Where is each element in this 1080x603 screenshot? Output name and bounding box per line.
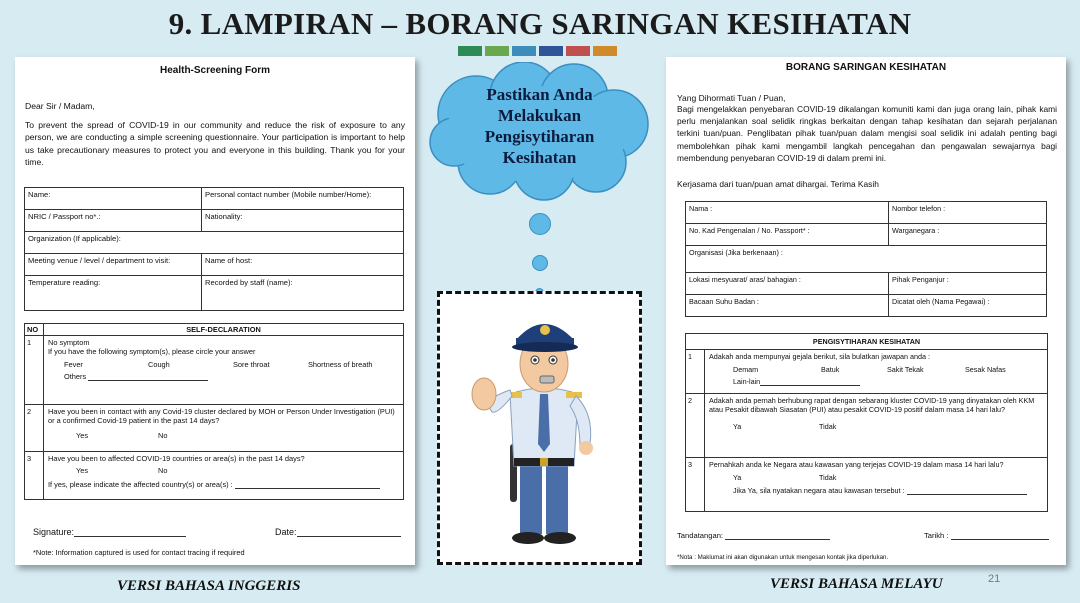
temperature-field[interactable]: Temperature reading: bbox=[25, 276, 202, 311]
col-title-header: SELF-DECLARATION bbox=[186, 325, 261, 334]
swatch-3 bbox=[512, 46, 536, 56]
date-row bbox=[275, 527, 401, 537]
q1-no-symptom[interactable]: No symptom bbox=[48, 338, 90, 347]
q1-text: Adakah anda mempunyai gejala berikut, sila bulatkan jawapan anda : bbox=[709, 352, 930, 361]
symptom-option[interactable]: Shortness of breath bbox=[308, 360, 373, 369]
color-swatch-bar bbox=[458, 46, 617, 56]
slide-title: 9. LAMPIRAN – BORANG SARINGAN KESIHATAN bbox=[168, 6, 912, 41]
yes-option[interactable]: Yes bbox=[76, 466, 89, 475]
date-line[interactable] bbox=[951, 539, 1049, 540]
contact-field[interactable]: Personal contact number (Mobile number/Home): bbox=[202, 188, 404, 210]
q1-number: 1 bbox=[686, 350, 705, 393]
symptom-option[interactable]: Demam bbox=[733, 365, 759, 374]
declaration-title: PENGISYTIHARAN KESIHATAN bbox=[812, 337, 921, 346]
symptom-option[interactable]: Sakit Tekak bbox=[887, 365, 924, 374]
swatch-4 bbox=[539, 46, 563, 56]
form-heading: BORANG SARINGAN KESIHATAN bbox=[785, 62, 947, 73]
security-guard-whistle-icon bbox=[440, 294, 639, 562]
others-input-line[interactable] bbox=[88, 380, 208, 381]
cloud-line: Pastikan Anda bbox=[486, 85, 593, 104]
yes-option[interactable]: Ya bbox=[733, 422, 742, 431]
cloud-line: Pengisytiharan bbox=[484, 127, 595, 146]
signature-label: Signature: bbox=[33, 527, 75, 537]
dicatat-field[interactable]: Dicatat oleh (Nama Pegawai) : bbox=[889, 295, 1047, 317]
q1-instruction: If you have the following symptom(s), please circle your answer bbox=[48, 347, 256, 356]
q2-number: 2 bbox=[686, 394, 705, 457]
swatch-5 bbox=[566, 46, 590, 56]
name-field[interactable]: Name: bbox=[25, 188, 202, 210]
date-row bbox=[924, 531, 1049, 540]
declaration-table bbox=[685, 333, 1048, 512]
nationality-field[interactable]: Nationality: bbox=[202, 210, 404, 232]
q3-number: 3 bbox=[686, 458, 705, 511]
q3-followup: Jika Ya, sila nyatakan negara atau kawasan tersebut : bbox=[733, 486, 905, 495]
thought-bubble-large bbox=[529, 213, 551, 235]
organization-field[interactable]: Organization (If applicable): bbox=[25, 232, 404, 254]
intro-paragraph: To prevent the spread of COVID-19 in our community and reduce the risk of exposure to any person, we are conducting a simple screening questionnaire. Your participation is important to help us take precautionary measures to protect you and everyone in this building. Thank you for your time. bbox=[25, 120, 405, 168]
signature-label: Tandatangan: bbox=[677, 531, 724, 540]
english-health-screening-form bbox=[15, 57, 415, 565]
greeting: Dear Sir / Madam, bbox=[25, 101, 95, 111]
yes-option[interactable]: Ya bbox=[733, 473, 742, 482]
venue-field[interactable]: Meeting venue / level / department to visit: bbox=[25, 254, 202, 276]
organisasi-field[interactable]: Organisasi (Jika berkenaan) : bbox=[686, 246, 1047, 273]
visitor-details-table bbox=[685, 201, 1047, 317]
ic-field[interactable]: No. Kad Pengenalan / No. Passport* : bbox=[686, 224, 889, 246]
country-input-line[interactable] bbox=[235, 488, 380, 489]
question-row-2 bbox=[686, 394, 1047, 458]
warganegara-field[interactable]: Warganegara : bbox=[889, 224, 1047, 246]
nama-field[interactable]: Nama : bbox=[686, 202, 889, 224]
intro-paragraph: Bagi mengelakkan penyebaran COVID-19 dikalangan komuniti kami dan juga orang lain, pihak kami perlu menjalankan soal selidik ringkas berkaitan dengan tahap kesihatan dan sejarah perjalanan terkini tuan/puan. Penglibatan pihak tuan/puan dalam mengisi soal selidik ini adalah penting bagi membolehkan pihak kami mengambil langkah pencegahan dan pengawalan sewajarnya bagi membendung penyebaran COVID-19 di dalam premi ini. bbox=[677, 104, 1057, 163]
signature-line[interactable] bbox=[725, 539, 830, 540]
guard-illustration-frame bbox=[437, 291, 642, 565]
q3-number: 3 bbox=[25, 452, 44, 499]
yes-option[interactable]: Yes bbox=[76, 431, 89, 440]
visitor-details-table bbox=[24, 187, 404, 311]
no-option[interactable]: No bbox=[158, 431, 168, 440]
symptom-option[interactable]: Batuk bbox=[821, 365, 840, 374]
host-field[interactable]: Name of host: bbox=[202, 254, 404, 276]
page-number: 21 bbox=[988, 573, 1001, 585]
q3-text: Have you been to affected COVID-19 countries or area(s) in the past 14 days? bbox=[48, 454, 305, 463]
symptom-option[interactable]: Fever bbox=[64, 360, 83, 369]
q2-text: Have you been in contact with any Covid-19 cluster declared by MOH or Person Under Investigation (PUI) or a confirmed Covid-19 patient in the past 14 days? bbox=[48, 407, 395, 425]
q3-text: Pernahkah anda ke Negara atau kawasan yang terjejas COVID-19 dalam masa 14 hari lalu? bbox=[709, 460, 1004, 469]
footnote: *Nota : Maklumat ini akan digunakan untuk mengesan kontak jika diperlukan. bbox=[677, 554, 889, 561]
form-heading: Health-Screening Form bbox=[159, 65, 271, 76]
q1-number: 1 bbox=[25, 336, 44, 404]
date-label: Tarikh : bbox=[924, 531, 949, 540]
symptom-option[interactable]: Sesak Nafas bbox=[965, 365, 1006, 374]
question-row-3 bbox=[25, 452, 403, 499]
signature-row bbox=[33, 527, 186, 537]
thought-bubble-medium bbox=[532, 255, 548, 271]
question-row-2 bbox=[25, 405, 403, 452]
suhu-field[interactable]: Bacaan Suhu Badan : bbox=[686, 295, 889, 317]
signature-row bbox=[677, 531, 830, 540]
telefon-field[interactable]: Nombor telefon : bbox=[889, 202, 1047, 224]
thanks-line: Kerjasama dari tuan/puan amat dihargai. Terima Kasih bbox=[677, 179, 879, 189]
question-row-1 bbox=[686, 350, 1047, 394]
penganjur-field[interactable]: Pihak Penganjur : bbox=[889, 273, 1047, 295]
recorded-by-field[interactable]: Recorded by staff (name): bbox=[202, 276, 404, 311]
cloud-message bbox=[452, 84, 627, 168]
q2-text: Adakah anda pernah berhubung rapat dengan sebarang kluster COVID-19 yang dinyatakan oleh KKM atau Pesakit dibawah Siasatan (PUI) atau pesakit COVID-19 positif dalam masa 14 hari lalu? bbox=[709, 396, 1035, 414]
others-label: Others bbox=[64, 372, 87, 381]
nric-field[interactable]: NRIC / Passport no*.: bbox=[25, 210, 202, 232]
date-label: Date: bbox=[275, 527, 297, 537]
footnote: *Note: Information captured is used for contact tracing if required bbox=[33, 548, 245, 557]
symptom-option[interactable]: Sore throat bbox=[233, 360, 270, 369]
others-input-line[interactable] bbox=[760, 385, 860, 386]
cloud-line: Kesihatan bbox=[502, 148, 577, 167]
signature-line[interactable] bbox=[74, 536, 186, 537]
cloud-line: Melakukan bbox=[497, 106, 582, 125]
swatch-2 bbox=[485, 46, 509, 56]
q2-number: 2 bbox=[25, 405, 44, 451]
malay-health-screening-form bbox=[666, 57, 1066, 565]
greeting: Yang Dihormati Tuan / Puan, bbox=[677, 93, 786, 103]
lokasi-field[interactable]: Lokasi mesyuarat/ aras/ bahagian : bbox=[686, 273, 889, 295]
date-line[interactable] bbox=[297, 536, 401, 537]
no-option[interactable]: No bbox=[158, 466, 168, 475]
swatch-6 bbox=[593, 46, 617, 56]
symptom-option[interactable]: Cough bbox=[148, 360, 170, 369]
english-version-caption: VERSI BAHASA INGGERIS bbox=[117, 578, 301, 594]
question-row-1 bbox=[25, 336, 403, 405]
col-no-header: NO bbox=[25, 324, 44, 335]
no-option[interactable]: Tidak bbox=[819, 473, 837, 482]
country-input-line[interactable] bbox=[907, 494, 1027, 495]
question-row-3 bbox=[686, 458, 1047, 511]
no-option[interactable]: Tidak bbox=[819, 422, 837, 431]
self-declaration-table bbox=[24, 323, 404, 500]
q3-followup: If yes, please indicate the affected country(s) or area(s) : bbox=[48, 480, 233, 489]
swatch-1 bbox=[458, 46, 482, 56]
malay-version-caption: VERSI BAHASA MELAYU bbox=[770, 576, 943, 592]
others-label: Lain-lain bbox=[733, 377, 761, 386]
